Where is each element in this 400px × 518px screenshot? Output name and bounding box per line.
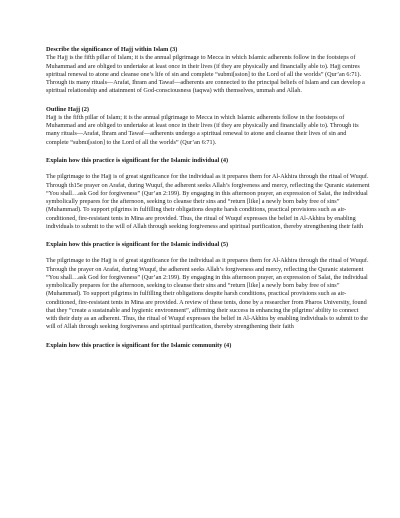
section-heading-individual-4: Explain how this practice is significant for the Islamic individual (4): [46, 156, 229, 164]
section-heading-individual-5: Explain how this practice is significant for the Islamic individual (5): [46, 241, 229, 249]
section-body-significance: The Hajj is the fifth pillar of Islam; it is the annual pilgrimage to Mecca in which Islamic adherents follow in the footsteps of Muhammad and are obliged to undertake at least once in their lives (if they are physically and financially able to). Hajj centres spiritual renewal to atone and cleanse one’s life of sin and complete “submi[ssion] to the Lord of all the worlds” (Qur’an 6:71). Through its many rituals—Arafat, Ihram and Tawaf—adherents are connected to the principal beliefs of Islam and can develop a spiritual relationship and attainment of God-consciousness (taqwa) with themselves, ummah and Allah.: [46, 54, 365, 95]
section-body-individual-4: The pilgrimage to the Hajj is of great significance for the individual as it prepares them for Al-Akhira through the ritual of Wuquf. Through th15e prayer on Arafat, during Wuquf, the adherent seeks Allah’s forgiveness and mercy, reflecting the Quranic statement “You shall…ask God for forgiveness” (Qur’an 2:199). By engaging in this afternoon prayer, an expression of Salat, the individual symbolically prepares for the afternoon, seeking to cleanse their sins and “return [like] a newly born baby free of sins” (Muhammad). To support pilgrims in fulfilling their obligations despite harsh conditions, practical provisions such as air-conditioned, fire-resistant tents in Mina are provided. Thus, the ritual of Wuquf expresses the belief in Al-Akhira by enabling individuals to submit to the will of Allah through seeking forgiveness and spiritual purification, thereby strengthening their faith: [46, 173, 370, 230]
section-heading-significance: Describe the significance of Hajj within Islam (3): [46, 46, 178, 53]
section-heading-outline: Outline Hajj (2): [46, 105, 90, 113]
section-body-individual-5: The pilgrimage to the Hajj is of great significance for the individual as it prepares them for Al-Akhira through the ritual of Wuquf. Through the prayer on Arafat, during Wuquf, the adherent seeks Allah’s forgiveness and mercy, reflecting the Quranic statement “You shall…ask God for forgiveness” (Qur’an 2:199). By engaging in this afternoon prayer, an expression of Salat, the individual symbolically prepares for the afternoon, seeking to cleanse their sins and “return [like] a newly born baby free of sins” (Muhammad). To support pilgrims in fulfilling their obligations despite harsh conditions, practical provisions such as air-conditioned, fire-resistant tents in Mina are provided. A review of these tents, done by a researcher from Pharos University, found that they “create a sustainable and hygienic environment”, affirming their success in enhancing the pilgrims' ability to connect with their duty as an adherent. Thus, the ritual of Wuquf expresses the belief in Al-Akhira by enabling individuals to submit to the will of Allah through seeking forgiveness and spiritual purification, thereby strengthening their faith: [46, 257, 369, 331]
section-body-outline: Hajj is the fifth pillar of Islam; it is the annual pilgrimage to Mecca in which Islamic adherents follow in the footsteps of Muhammad and are obliged to undertake at least once in their lives (if they are physically and financially able to). Through its many rituals—Arafat, Ihram and Tawaf—adherents undergo a spiritual renewal to atone and cleanse their lives of sin and complete “submi[ssion] to the Lord of all the worlds” (Qur’an 6:71).: [46, 113, 359, 146]
section-heading-community-4: Explain how this practice is significant for the Islamic community (4): [46, 341, 232, 349]
